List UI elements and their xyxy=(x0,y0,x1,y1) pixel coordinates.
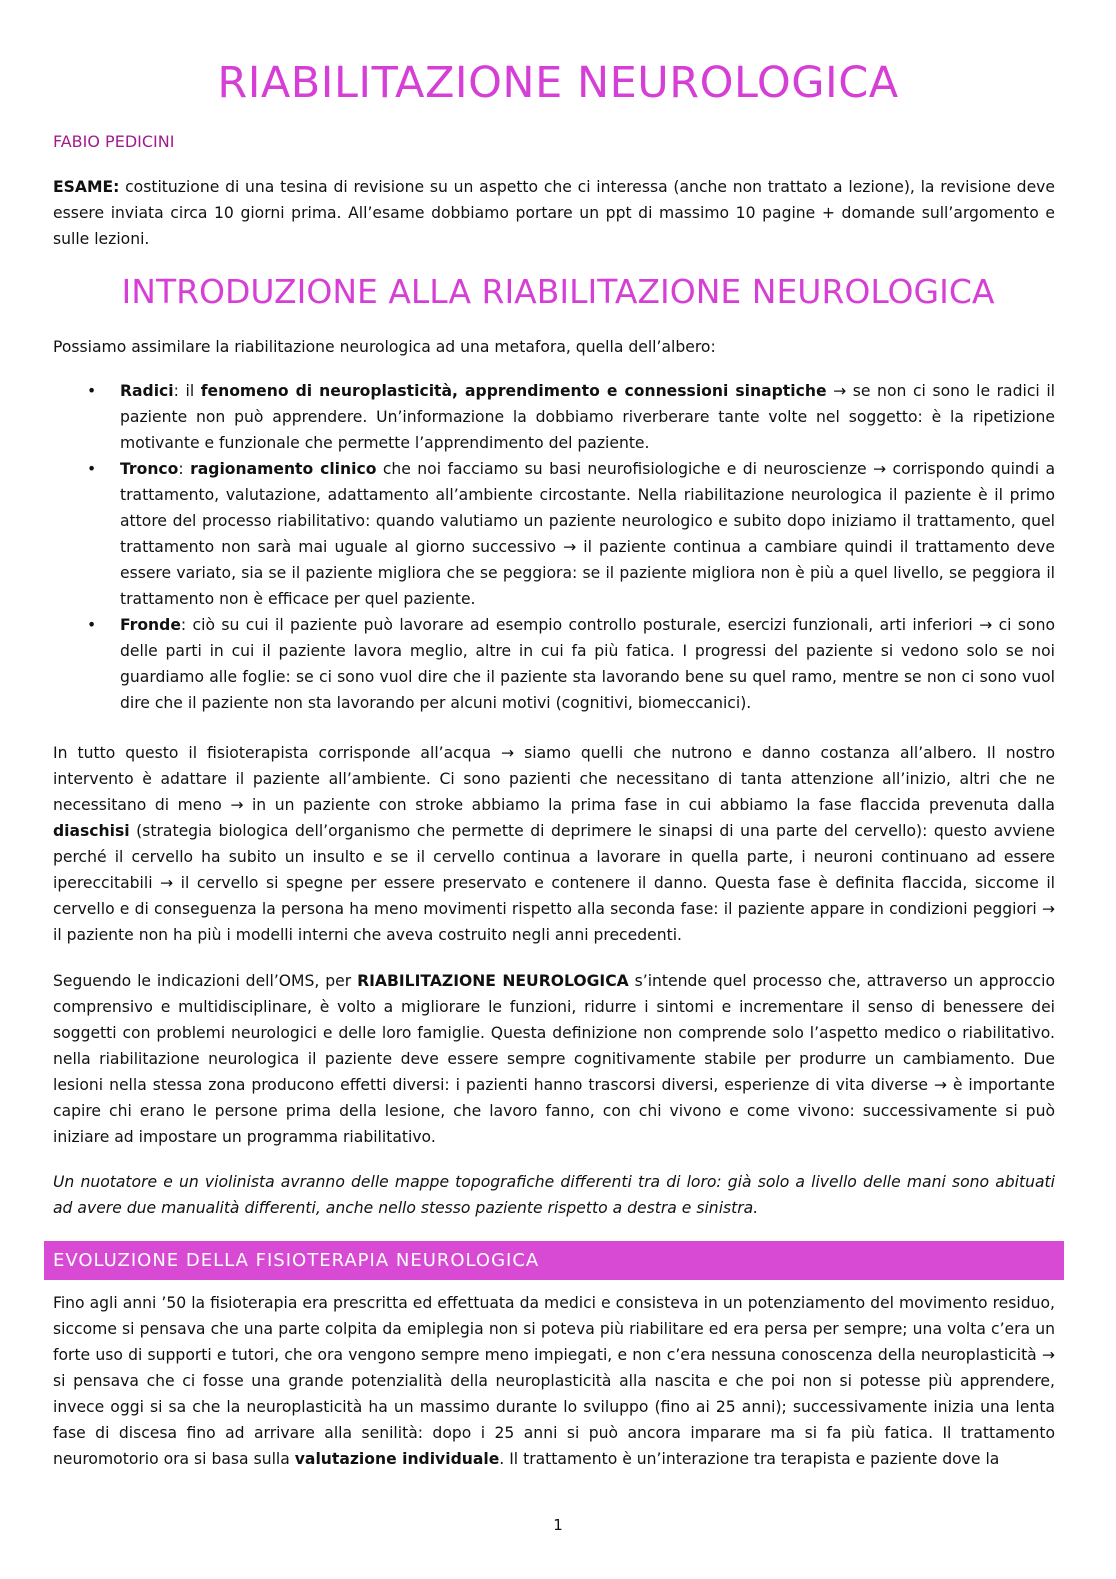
bullet-separator: : il xyxy=(173,382,201,400)
intro-paragraph: Possiamo assimilare la riabilitazione neurologica ad una metafora, quella dell’albero: xyxy=(53,338,716,356)
paragraph-text: In tutto questo il fisioterapista corrisponde all’acqua → siamo quelli che nutrono e danno costanza all’albero. Il nostro intervento è adattare il paziente all’ambiente. Ci sono pazienti che necessitano di tanta attenzione all’inizio, altri che ne necessitano di meno → in un paziente con stroke abbiamo la prima fase in cui abbiamo la fase flaccida prevenuta dalla xyxy=(53,744,1055,814)
list-item xyxy=(53,378,1055,456)
paragraph-text: Fino agli anni ’50 la fisioterapia era prescritta ed effettuata da medici e consisteva in un potenziamento del movimento residuo, siccome si pensava che una parte colpita da emiplegia non si poteva più riabilitare ed era persa per sempre; una volta c’era un forte uso di supporti e tutori, che ora vengono sempre meno impiegati, e non c’era nessuna conoscenza della neuroplasticità → si pensava che ci fosse una grande potenzialità della neuroplasticità alla nascita e che poi non si potesse più apprendere, invece oggi si sa che la neuroplasticità ha un massimo durante lo sviluppo (fino ai 25 anni); successivamente inizia una lenta fase di discesa fino ad arrivare alla senilità: dopo i 25 anni si può ancora imparare ma si fa più fatica. Il trattamento neuromotorio ora si basa sulla xyxy=(53,1294,1055,1468)
paragraph-text: . Il trattamento è un’interazione tra terapista e paziente dove la xyxy=(499,1450,1000,1468)
bullet-text: che noi facciamo su basi neurofisiologiche e di neuroscienze → corrispondo quindi a trattamento, valutazione, adattamento all’ambiente circostante. Nella riabilitazione neurologica il paziente è il primo attore del processo riabilitativo: quando valutiamo un paziente neurologico e subito dopo iniziamo il trattamento, quel trattamento non sarà mai uguale al giorno successivo → il paziente continua a cambiare quindi il trattamento deve essere variato, sia se il paziente migliora che se peggiora: se il paziente migliora non è più a quel livello, se peggiora il trattamento non è efficace per quel paziente. xyxy=(120,460,1056,608)
paragraph-text: (strategia biologica dell’organismo che permette di deprimere le sinapsi di una parte del cervello): questo avviene perché il cervello ha subito un insulto e se il cervello continua a lavorare in quella parte, i neuroni continuano ad essere ipereccitabili → il cervello si spegne per essere preservato e contenere il danno. Questa fase è definita flaccida, siccome il cervello e di conseguenza la persona ha meno movimenti rispetto alla seconda fase: il paziente appare in condizioni peggiori → il paziente non ha più i modelli interni che aveva costruito negli anni precedenti. xyxy=(53,822,1055,944)
bold-term: RIABILITAZIONE NEUROLOGICA xyxy=(357,972,629,990)
oms-paragraph xyxy=(53,968,1055,1150)
section-band-heading: EVOLUZIONE DELLA FISIOTERAPIA NEUROLOGICA xyxy=(44,1241,1064,1280)
bullet-term: Fronde xyxy=(120,616,181,634)
list-item xyxy=(53,612,1055,716)
bold-term: diaschisi xyxy=(53,822,130,840)
page-number: 1 xyxy=(553,1516,563,1534)
example-paragraph: Un nuotatore e un violinista avranno delle mappe topografiche differenti tra di loro: già solo a livello delle mani sono abituati ad avere due manualità differenti, anche nello stesso paziente rispetto a destra e sinistra. xyxy=(53,1173,1055,1217)
list-item xyxy=(53,456,1055,612)
exam-text: costituzione di una tesina di revisione su un aspetto che ci interessa (anche non trattato a lezione), la revisione deve essere inviata circa 10 giorni prima. All’esame dobbiamo portare un ppt di massimo 10 pagine + domande sull’argomento e sulle lezioni. xyxy=(53,178,1055,248)
bullet-separator: : xyxy=(178,460,191,478)
bullet-term: Tronco xyxy=(120,460,179,478)
paragraph-text: s’intende quel processo che, attraverso un approccio comprensivo e multidisciplinare, è volto a migliorare le funzioni, ridurre i sintomi e incrementare il senso di benessere dei soggetti con problemi neurologici e delle loro famiglie. Questa definizione non comprende solo l’aspetto medico o riabilitativo. nella riabilitazione neurologica il paziente deve essere sempre cognitivamente stabile per produrre un cambiamento. Due lesioni nella stessa zona producono effetti diversi: i pazienti hanno trascorsi diversi, esperienze di vita diverse → è importante capire chi erano le persone prima della lesione, che lavoro fanno, con chi vivono e come vivono: successivamente si può iniziare ad impostare un programma riabilitativo. xyxy=(53,972,1055,1146)
bullet-bold: fenomeno di neuroplasticità, apprendimento e connessioni sinaptiche xyxy=(200,382,827,400)
water-paragraph xyxy=(53,740,1055,948)
evolution-paragraph xyxy=(53,1290,1055,1472)
exam-paragraph xyxy=(53,174,1055,252)
author-name: FABIO PEDICINI xyxy=(53,132,175,151)
page-title: RIABILITAZIONE NEUROLOGICA xyxy=(217,58,899,108)
bold-term: valutazione individuale xyxy=(294,1450,500,1468)
bullet-dot-icon: • xyxy=(87,616,97,634)
bullet-dot-icon: • xyxy=(87,460,97,478)
paragraph-text: Seguendo le indicazioni dell’OMS, per xyxy=(53,972,358,990)
bullet-text: : ciò su cui il paziente può lavorare ad esempio controllo posturale, esercizi funzionali, arti inferiori → ci sono delle parti in cui il paziente lavora meglio, altre in cui fa più fatica. I progressi del paziente si vedono solo se noi guardiamo alle foglie: se ci sono vuol dire che il paziente sta lavorando bene su quel ramo, mentre se non ci sono vuol dire che il paziente non sta lavorando per alcuni motivi (cognitivi, biomeccanici). xyxy=(120,616,1055,712)
bullet-text: → se non ci sono le radici il paziente non può apprendere. Un’informazione la dobbiamo riverberare tante volte nel soggetto: è la ripetizione motivante e funzionale che permette l’apprendimento del paziente. xyxy=(120,382,1055,452)
section-title: INTRODUZIONE ALLA RIABILITAZIONE NEUROLOGICA xyxy=(121,272,995,311)
metaphor-list xyxy=(53,378,1055,716)
bullet-term: Radici xyxy=(120,382,174,400)
bullet-dot-icon: • xyxy=(87,382,97,400)
exam-label: ESAME: xyxy=(53,178,120,196)
bullet-bold: ragionamento clinico xyxy=(190,460,377,478)
